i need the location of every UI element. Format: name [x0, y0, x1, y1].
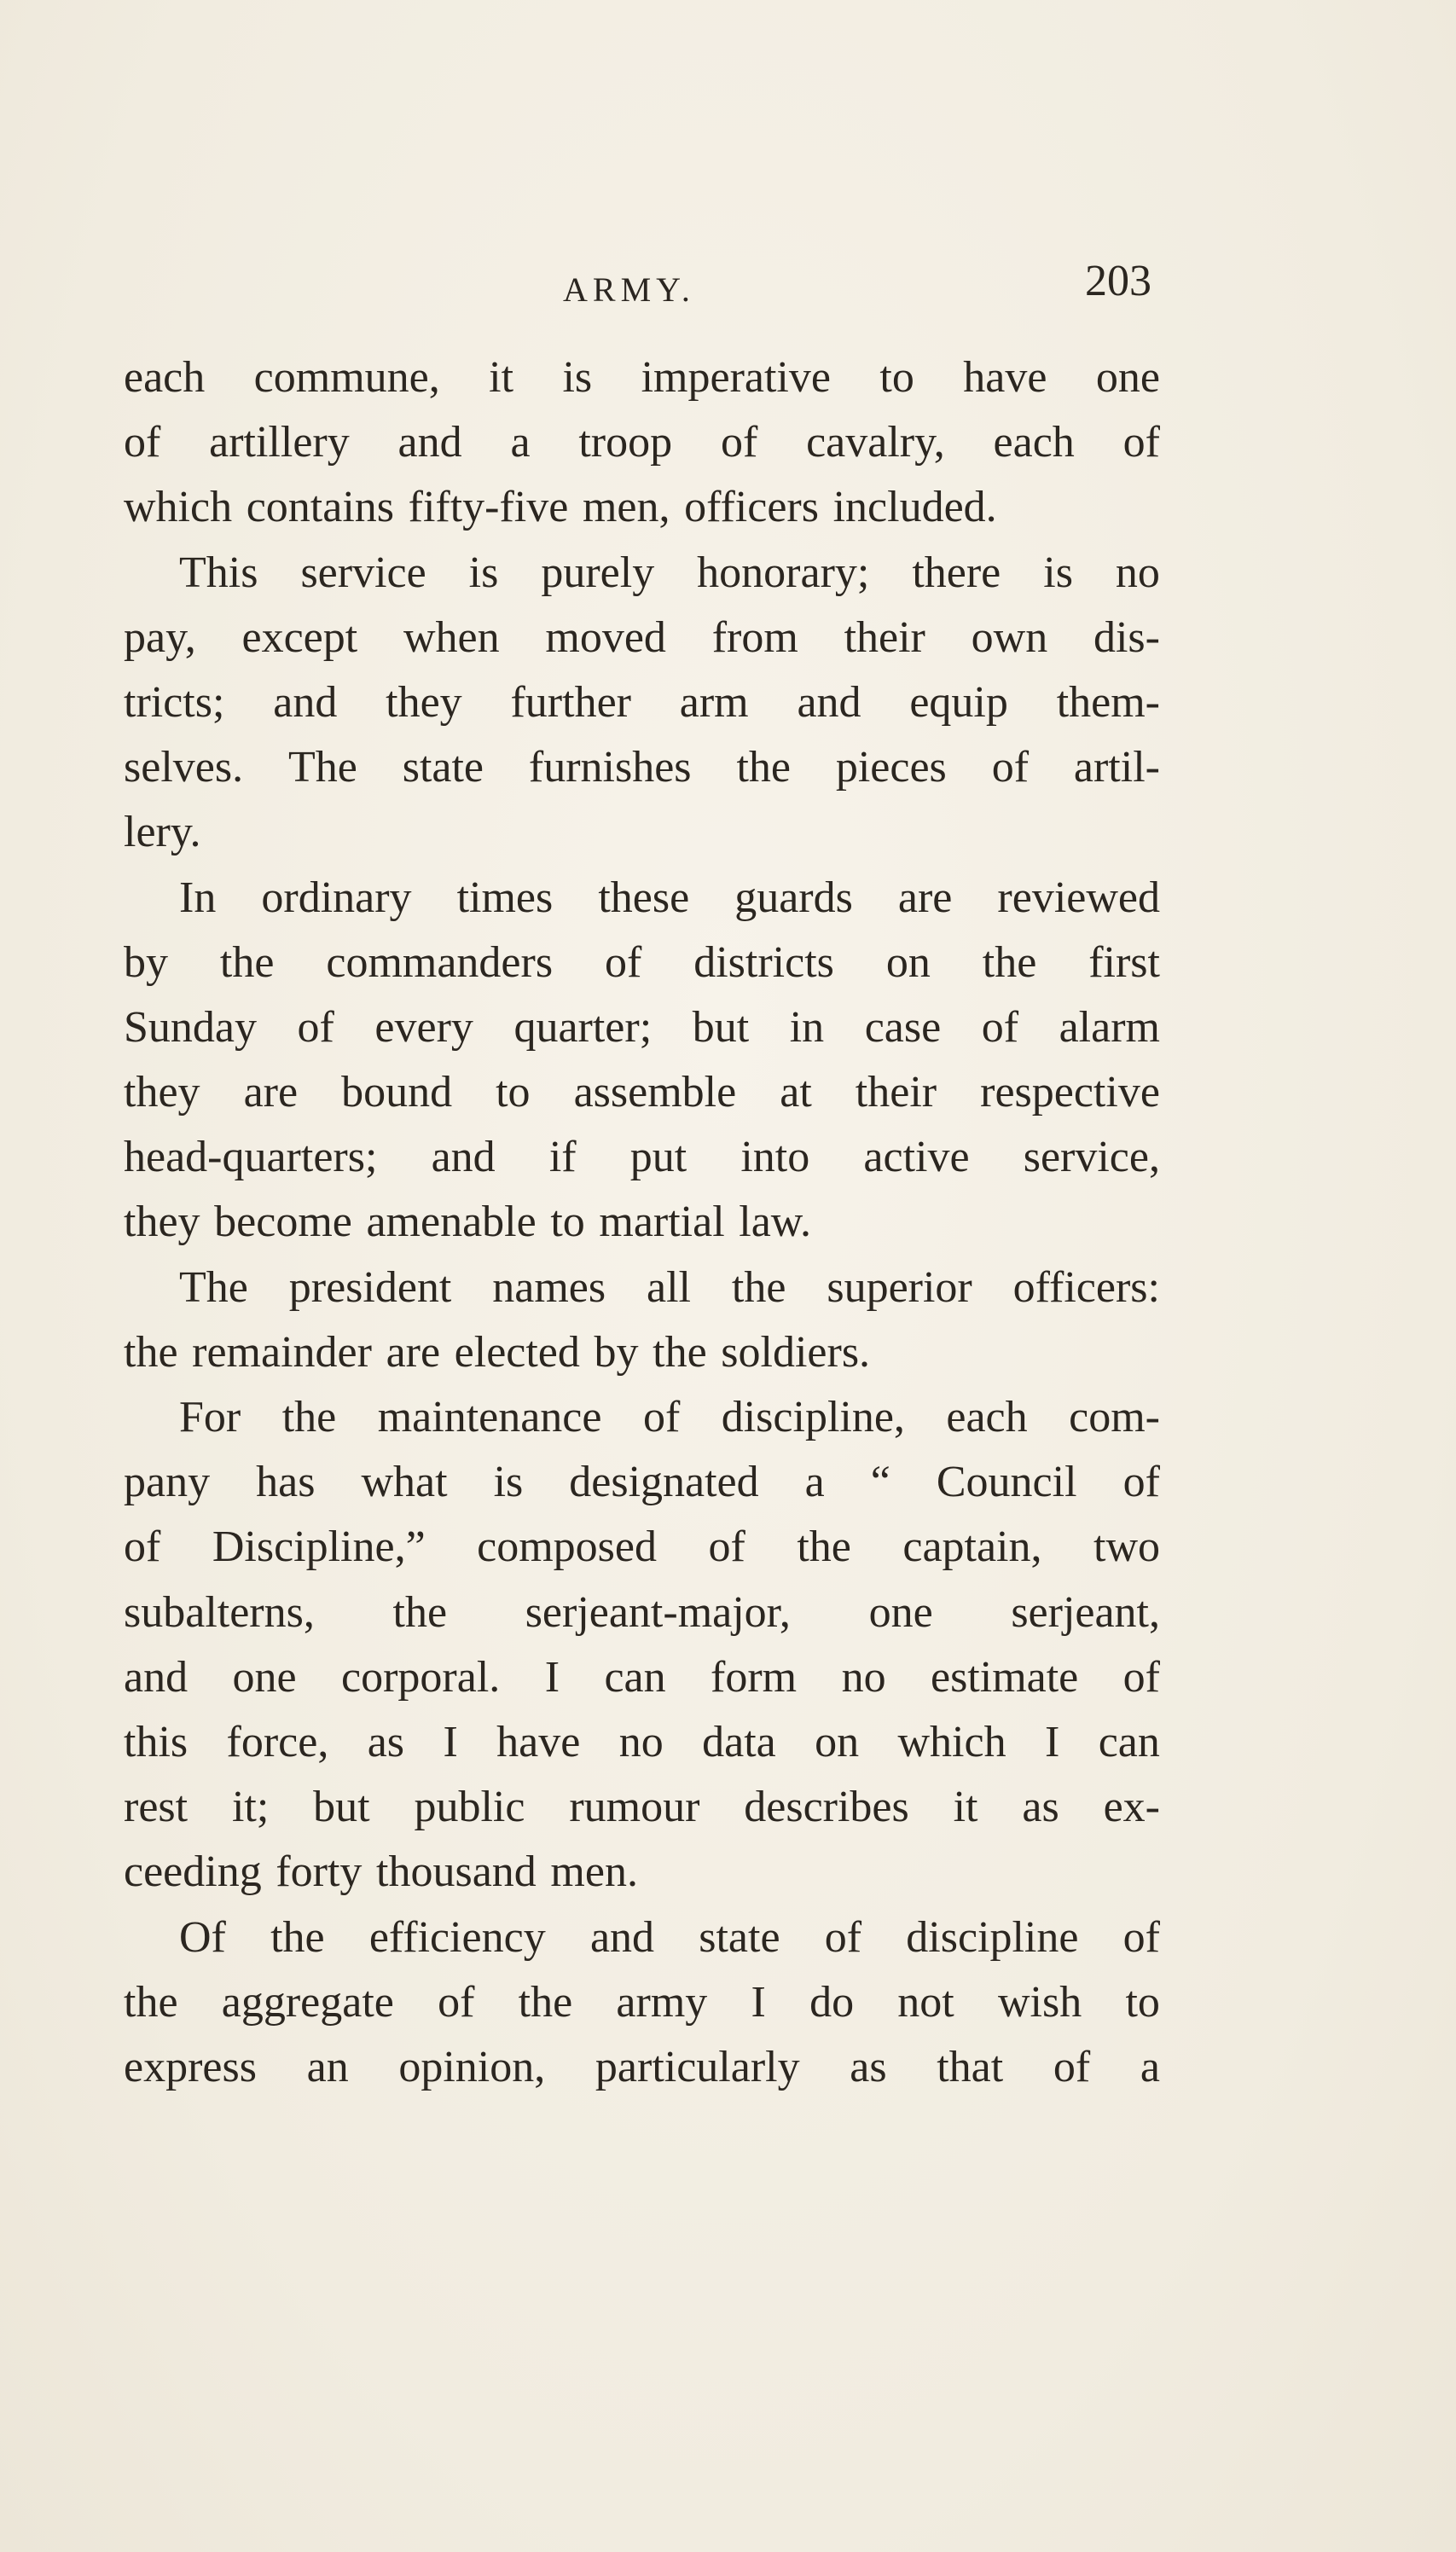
word: names	[492, 1262, 606, 1312]
word: designated	[569, 1458, 759, 1507]
word: they	[124, 1068, 200, 1117]
word: no	[841, 1652, 886, 1702]
text-line	[124, 1125, 1160, 1190]
word: men.	[550, 1847, 638, 1897]
word: discipline,	[721, 1393, 905, 1441]
word: data	[702, 1717, 776, 1766]
text-line	[124, 1256, 1160, 1320]
word: as	[367, 1717, 405, 1766]
word: have	[496, 1717, 581, 1766]
word: of	[720, 418, 758, 467]
word: subalterns,	[124, 1587, 315, 1637]
word: moved	[545, 612, 666, 662]
word: of	[124, 1522, 161, 1572]
page-number: 203	[1085, 257, 1151, 305]
word: of	[708, 1522, 745, 1572]
word: public	[414, 1783, 525, 1832]
text-line	[124, 1645, 1160, 1710]
word: of	[297, 1002, 334, 1052]
word: The	[179, 1262, 248, 1312]
text-line	[124, 800, 1160, 865]
word: of	[824, 1912, 862, 1962]
word: and	[273, 677, 338, 727]
word: a	[804, 1458, 825, 1507]
word: corporal.	[341, 1652, 501, 1702]
word: opinion,	[398, 2042, 546, 2091]
word: further	[510, 677, 631, 727]
word: each	[946, 1393, 1028, 1441]
word: as	[1022, 1783, 1059, 1832]
word: to	[1125, 1977, 1160, 2027]
word: and	[589, 1912, 655, 1962]
text-line	[124, 541, 1160, 606]
word: of	[604, 937, 642, 987]
word: the	[736, 743, 791, 792]
word: composed	[477, 1522, 657, 1572]
word: not	[897, 1977, 954, 2027]
word: is	[493, 1458, 524, 1507]
word: except	[241, 612, 358, 662]
word: superior	[827, 1262, 972, 1312]
word: these	[598, 873, 690, 922]
word: there	[912, 548, 1001, 597]
text-line	[124, 1450, 1160, 1515]
word: commanders	[326, 937, 554, 987]
word: efficiency	[368, 1912, 546, 1962]
word: selves.	[124, 743, 244, 792]
word: one	[232, 1652, 297, 1702]
word: by	[594, 1327, 639, 1377]
word: their	[855, 1068, 937, 1117]
word: that	[937, 2042, 1004, 2091]
word: amenable	[366, 1198, 537, 1247]
word: imperative	[641, 353, 831, 402]
word: army	[616, 1977, 708, 2027]
text-line	[124, 1970, 1160, 2035]
word: discipline	[906, 1912, 1079, 1962]
word: but	[692, 1002, 750, 1052]
word: thousand	[376, 1847, 537, 1897]
text-line	[124, 1580, 1160, 1645]
word: artil-	[1073, 743, 1160, 792]
word: rumour	[569, 1783, 700, 1832]
word: which	[897, 1717, 1006, 1766]
word: no	[1115, 548, 1160, 597]
text-line	[124, 1385, 1160, 1450]
word: included.	[832, 483, 997, 532]
word: by	[124, 937, 168, 987]
word: put	[629, 1133, 687, 1182]
text-line	[124, 1515, 1160, 1580]
word: estimate	[930, 1652, 1079, 1702]
word: of	[1053, 2042, 1091, 2091]
word: state	[402, 743, 484, 792]
word: on	[885, 937, 931, 987]
word: the	[982, 937, 1037, 987]
word: cavalry,	[806, 418, 945, 467]
text-line	[124, 475, 1160, 540]
word: reviewed	[997, 873, 1160, 922]
word: the	[124, 1977, 178, 2027]
word: are	[243, 1068, 299, 1117]
word: what	[361, 1458, 448, 1507]
word: in	[789, 1002, 825, 1052]
word: honorary;	[697, 548, 870, 597]
word: the	[731, 1262, 786, 1312]
word: it	[489, 353, 514, 402]
word: the	[219, 937, 275, 987]
word: equip	[909, 677, 1008, 727]
word: the	[270, 1912, 325, 1962]
text-line	[124, 1905, 1160, 1970]
word: rest	[124, 1783, 189, 1832]
word: they	[124, 1198, 200, 1247]
word: of	[1122, 1912, 1160, 1962]
word: is	[562, 353, 593, 402]
word: the	[281, 1393, 337, 1441]
word: maintenance	[377, 1393, 602, 1441]
word: as	[850, 2042, 887, 2091]
word: active	[863, 1133, 970, 1182]
word: alarm	[1059, 1002, 1160, 1052]
word: Sunday	[124, 1002, 257, 1052]
word: purely	[541, 548, 655, 597]
word: one	[868, 1587, 933, 1637]
word: every	[374, 1002, 473, 1052]
word: all	[647, 1262, 691, 1312]
word: of	[642, 1393, 681, 1441]
word: one	[1095, 353, 1160, 402]
word: service	[300, 548, 426, 597]
word: no	[618, 1717, 664, 1766]
word: can	[604, 1652, 666, 1702]
word: assemble	[573, 1068, 737, 1117]
word: elected	[454, 1327, 580, 1377]
word: at	[780, 1068, 812, 1117]
word: contains	[246, 483, 395, 532]
word: com-	[1069, 1393, 1160, 1441]
word: the	[124, 1327, 178, 1377]
word: of	[981, 1002, 1019, 1052]
word: law.	[739, 1198, 811, 1247]
word: to	[496, 1068, 531, 1117]
word: aggregate	[221, 1977, 394, 2027]
word: the	[392, 1587, 448, 1637]
text-line	[124, 345, 1160, 410]
word: arm	[679, 677, 749, 727]
word: districts	[693, 937, 834, 987]
word: an	[306, 2042, 349, 2091]
text-line	[124, 2035, 1160, 2100]
body-text	[124, 345, 1160, 2100]
word: and	[797, 677, 861, 727]
word: form	[711, 1652, 798, 1702]
word: Discipline,”	[212, 1522, 426, 1572]
word: the	[518, 1977, 573, 2027]
text-line	[124, 866, 1160, 931]
word: tricts;	[124, 677, 225, 727]
word: forty	[276, 1847, 363, 1897]
word: martial	[599, 1198, 725, 1247]
word: fifty-five	[408, 483, 569, 532]
word: is	[468, 548, 499, 597]
word: if	[548, 1133, 577, 1182]
word: into	[740, 1133, 810, 1182]
word: guards	[734, 873, 853, 922]
word: has	[256, 1458, 316, 1507]
word: officers:	[1012, 1262, 1160, 1312]
word: each	[993, 418, 1075, 467]
word: of	[1122, 1652, 1160, 1702]
word: this	[124, 1717, 189, 1766]
word: and	[397, 418, 462, 467]
word: furnishes	[528, 743, 692, 792]
word: president	[288, 1262, 452, 1312]
word: it;	[231, 1783, 270, 1832]
word: become	[214, 1198, 352, 1247]
word: Of	[179, 1912, 226, 1962]
word: of	[1122, 1458, 1160, 1507]
text-line	[124, 931, 1160, 995]
text-line	[124, 606, 1160, 670]
word: I	[544, 1652, 560, 1702]
word: are	[386, 1327, 441, 1377]
word: it	[953, 1783, 978, 1832]
word: service,	[1023, 1133, 1160, 1182]
word: pay,	[124, 612, 196, 662]
word: captain,	[902, 1522, 1042, 1572]
word: do	[809, 1977, 855, 2027]
word: from	[711, 612, 798, 662]
word: ceeding	[124, 1847, 262, 1897]
text-line	[124, 670, 1160, 735]
word: particularly	[595, 2042, 800, 2091]
word: times	[456, 873, 554, 922]
word: they	[386, 677, 462, 727]
word: of	[124, 418, 161, 467]
text-line	[124, 1710, 1160, 1775]
word: to	[879, 353, 914, 402]
word: force,	[226, 1717, 329, 1766]
word: to	[550, 1198, 585, 1247]
word: I	[1044, 1717, 1060, 1766]
word: them-	[1056, 677, 1160, 727]
word: is	[1043, 548, 1073, 597]
word: artillery	[209, 418, 350, 467]
text-line	[124, 1190, 1160, 1255]
word: remainder	[192, 1327, 372, 1377]
word: a	[510, 418, 531, 467]
word: state	[699, 1912, 780, 1962]
word: describes	[744, 1783, 909, 1832]
word: each	[124, 353, 206, 402]
word: I	[443, 1717, 458, 1766]
word: a	[1140, 2042, 1160, 2091]
word: The	[287, 743, 357, 792]
word: commune,	[253, 353, 440, 402]
word: lery.	[124, 808, 201, 857]
word: and	[124, 1652, 189, 1702]
word: of	[991, 743, 1030, 792]
word: officers	[684, 483, 819, 532]
word: their	[844, 612, 925, 662]
word: respective	[980, 1068, 1160, 1117]
word: ordinary	[261, 873, 412, 922]
word: express	[124, 2042, 257, 2091]
text-line	[124, 1320, 1160, 1385]
word: I	[751, 1977, 766, 2027]
word: pany	[124, 1458, 211, 1507]
word: wish	[997, 1977, 1082, 2027]
word: when	[403, 612, 500, 662]
word: serjeant-major,	[525, 1587, 791, 1637]
word: head-quarters;	[124, 1133, 378, 1182]
text-line	[124, 735, 1160, 800]
text-line	[124, 410, 1160, 475]
word: Council	[936, 1458, 1077, 1507]
word: of	[1122, 418, 1160, 467]
word: In	[179, 873, 217, 922]
text-line	[124, 1775, 1160, 1840]
page-header	[124, 256, 1160, 324]
word: can	[1098, 1717, 1160, 1766]
word: and	[431, 1133, 496, 1182]
word: two	[1093, 1522, 1160, 1572]
word: troop	[578, 418, 673, 467]
word: which	[124, 483, 233, 532]
text-line	[124, 1060, 1160, 1125]
word: serjeant,	[1011, 1587, 1160, 1637]
word: pieces	[835, 743, 947, 792]
word: ex-	[1103, 1783, 1160, 1832]
word: own	[971, 612, 1048, 662]
word: first	[1088, 937, 1160, 987]
word: soldiers.	[721, 1327, 871, 1377]
word: dis-	[1093, 612, 1160, 662]
word: quarter;	[513, 1002, 653, 1052]
word: This	[179, 548, 258, 597]
word: of	[438, 1977, 475, 2027]
word: “	[870, 1458, 890, 1507]
text-line	[124, 995, 1160, 1060]
word: For	[179, 1393, 241, 1441]
word: the	[653, 1327, 707, 1377]
word: on	[815, 1717, 860, 1766]
running-head: ARMY.	[563, 270, 695, 309]
word: the	[797, 1522, 851, 1572]
word: case	[864, 1002, 942, 1052]
word: men,	[582, 483, 670, 532]
text-line	[124, 1840, 1160, 1905]
word: are	[897, 873, 953, 922]
word: have	[963, 353, 1047, 402]
word: bound	[341, 1068, 453, 1117]
word: but	[313, 1783, 370, 1832]
